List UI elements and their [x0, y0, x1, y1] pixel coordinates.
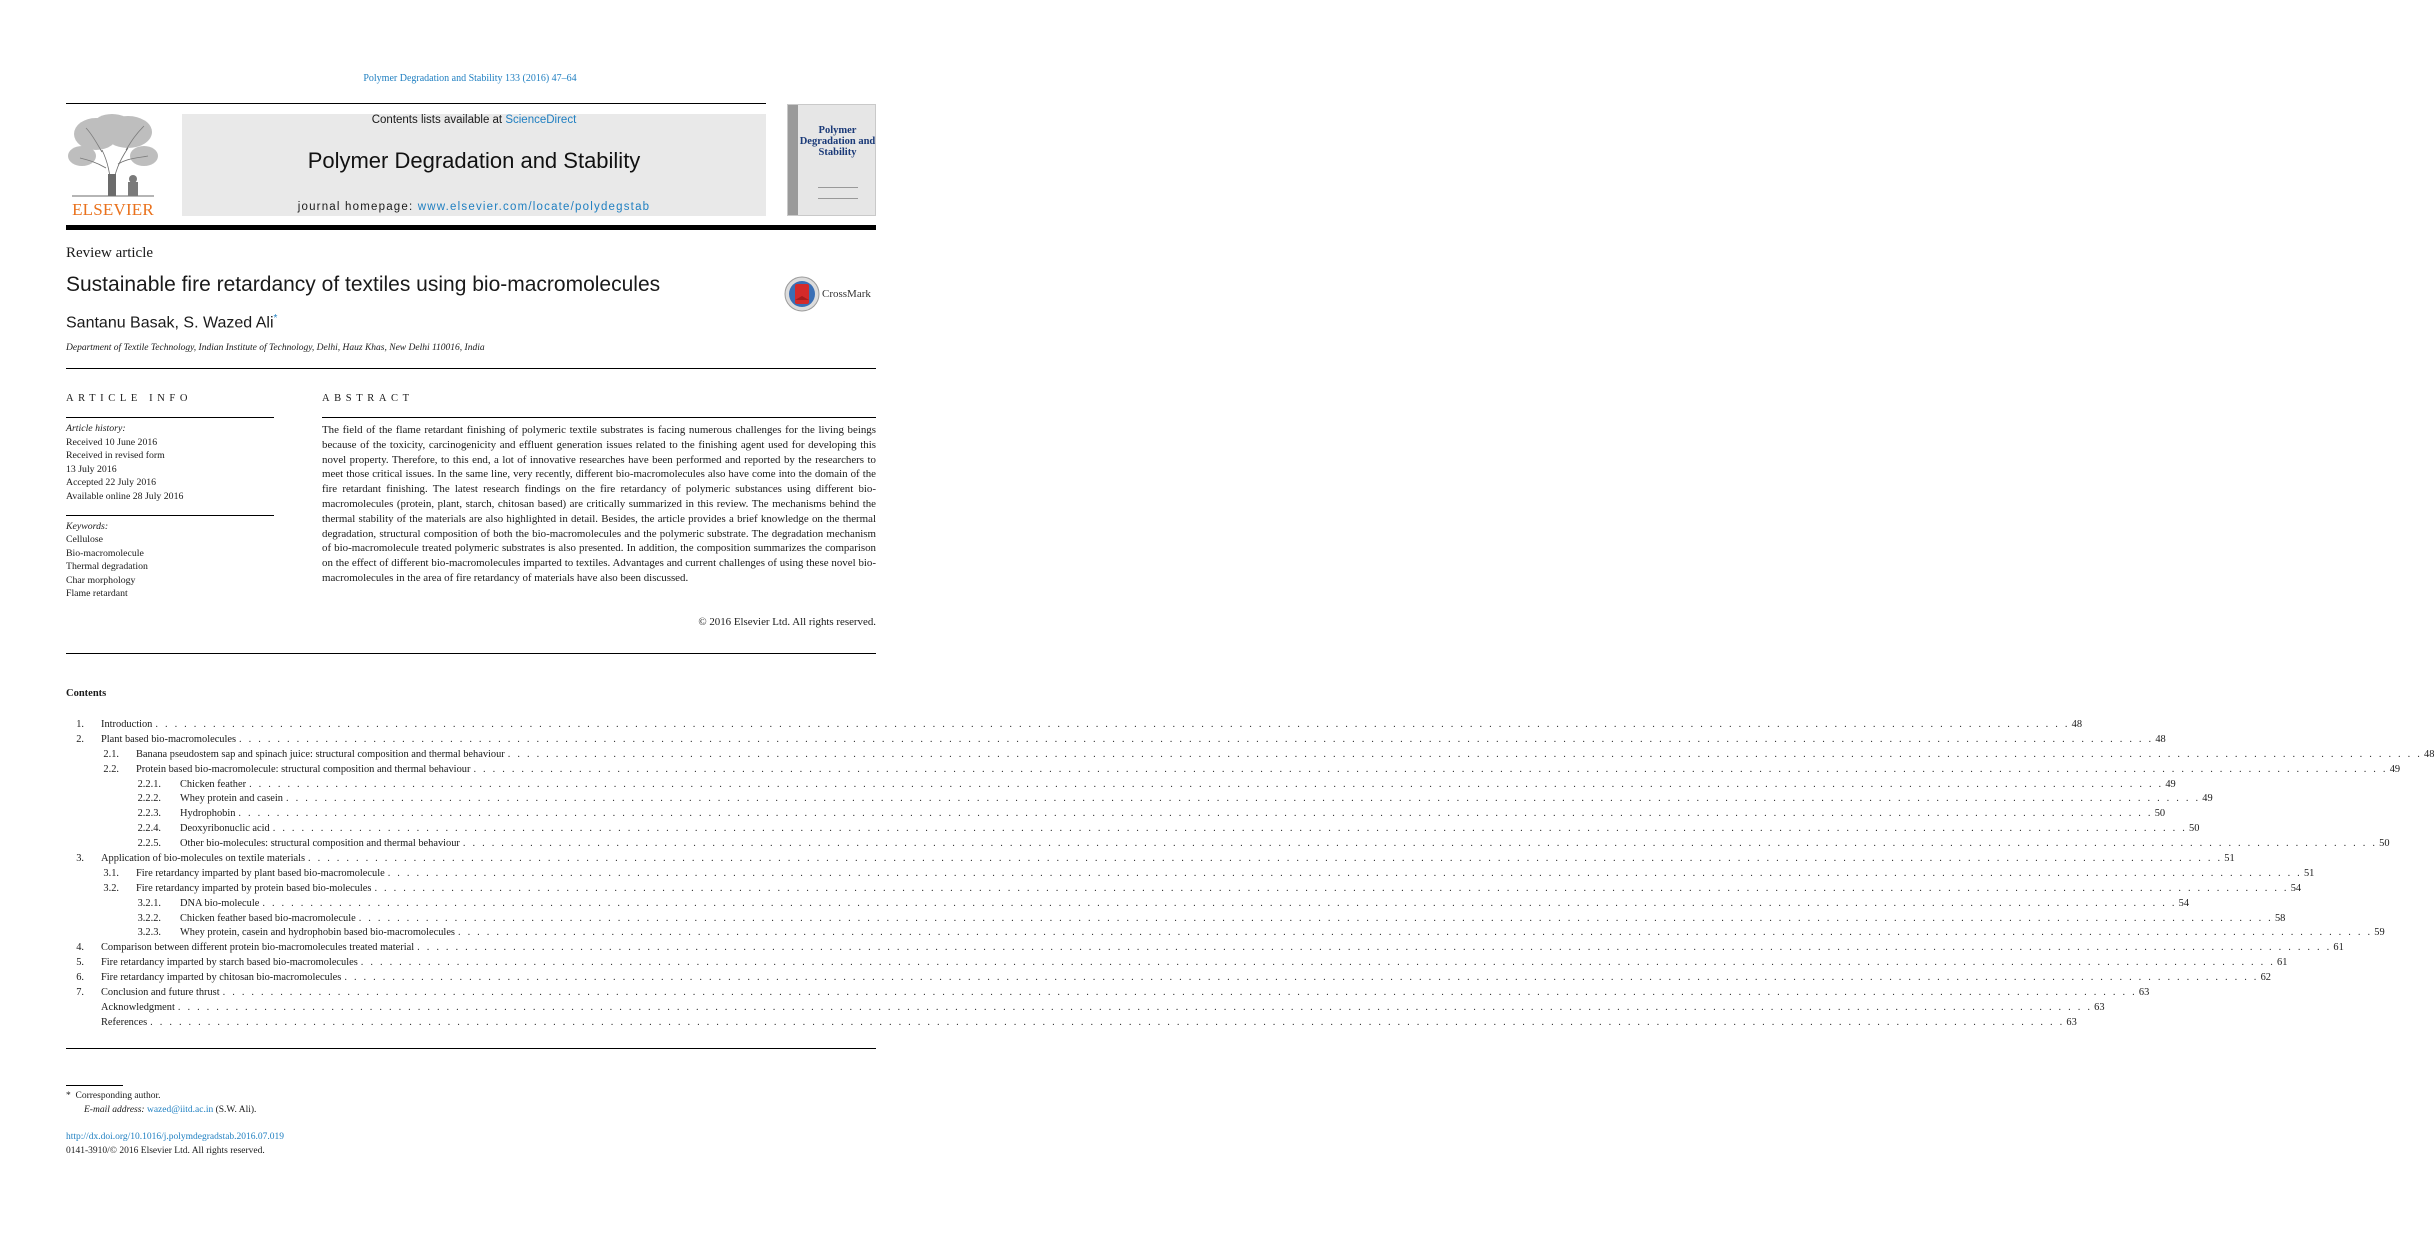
- toc-number: 4.: [76, 942, 84, 954]
- toc-leader-dots: . . . . . . . . . . . . . . . . . . . . . . . . . . . . . . . . . . . . . . . . . . . . . . . . . . . . . . . . . . . . . . . . . . . . . . . . . . . . . . . . . . . . . . . . . . . . . . . . . . . . . . . . . . . . . . . . . . . . . . . . . . . . . . . . . . . . . . . . . . . . . . . . . . . . . . . . . . . . . . . . . . . . . . . . . . . . . . . . . . . . . . . . . . . . . . . . . . . . . . . .: [222, 987, 2137, 999]
- toc-number: 2.2.2.: [137, 793, 161, 805]
- sciencedirect-link[interactable]: ScienceDirect: [505, 114, 577, 126]
- doi-link[interactable]: http://dx.doi.org/10.1016/j.polymdegradstab.2016.07.019: [66, 1132, 285, 1142]
- toc-entry[interactable]: [66, 778, 2176, 794]
- abstract-text: The field of the flame retardant finishing of polymeric textile substrates is facing numerous challenges for the living beings because of the toxicity, carcinogenicity and effluent generation issues related to the finishing agent used for developing this novel property. Therefore, to this end, a lot of innovative researches have been performed and reported by the researchers to meet those critical issues. In the same line, very recently, different bio-macromolecules also have come into the domain of the fire retardant finishing. The latest research findings on the fire retardancy of polymeric substances using different bio-macromolecules (protein, plant, starch, chitosan based) are critically summarized in this review. The mechanisms behind the thermal stability of the materials are also highlighted in detail. Besides, the article provides a brief knowledge on the thermal degradation, structural composition of both the bio-macromolecules and the polymeric substrate. The degradation mechanism of bio-macromolecule treated polymeric substrates is also presented. In addition, the composition summarizes the comparison on the effect of different bio-macromolecules imparted to textiles. Advantages and current challenges of using these novel bio-macromolecules in the area of fire retardancy of materials have also been discussed.: [322, 424, 876, 584]
- toc-entry[interactable]: [66, 912, 2286, 928]
- toc-title[interactable]: Chicken feather: [180, 778, 247, 790]
- history-item: Available online 28 July 2016: [66, 490, 184, 502]
- toc-title[interactable]: DNA bio-molecule: [180, 897, 260, 909]
- toc-title[interactable]: Banana pseudostem sap and spinach juice: structural composition and thermal behaviour: [136, 748, 505, 760]
- toc-entry[interactable]: [66, 882, 2302, 898]
- toc-title[interactable]: Hydrophobin: [180, 808, 236, 820]
- toc-title[interactable]: References: [101, 1016, 148, 1028]
- toc-page-number[interactable]: 63: [2094, 1001, 2105, 1013]
- keywords: [66, 520, 274, 600]
- footnote: [66, 1090, 256, 1117]
- toc-page-number[interactable]: 50: [2379, 838, 2390, 850]
- toc-page-number[interactable]: 61: [2277, 957, 2288, 969]
- toc-title[interactable]: Whey protein and casein: [180, 793, 283, 805]
- crossmark-icon: [784, 276, 820, 312]
- toc-page-number[interactable]: 58: [2274, 912, 2286, 924]
- history-label: Article history:: [66, 423, 126, 434]
- toc-number: 5.: [76, 957, 84, 969]
- toc-title[interactable]: Deoxyribonuclic acid: [180, 823, 270, 835]
- toc-entry[interactable]: [66, 957, 2288, 972]
- keyword: Thermal degradation: [66, 561, 148, 573]
- journal-title: Polymer Degradation and Stability: [307, 148, 641, 173]
- toc-title[interactable]: Fire retardancy imparted by starch based bio-macromolecules: [101, 957, 358, 969]
- toc-number: 1.: [76, 719, 84, 730]
- toc-entry[interactable]: [66, 838, 2390, 853]
- article-info-heading: ARTICLE INFO: [66, 393, 193, 404]
- toc-page-number[interactable]: 49: [2202, 793, 2213, 805]
- divider: [66, 653, 876, 654]
- toc-leader-dots: . . . . . . . . . . . . . . . . . . . . . . . . . . . . . . . . . . . . . . . . . . . . . . . . . . . . . . . . . . . . . . . . . . . . . . . . . . . . . . . . . . . . . . . . . . . . . . . . . . . . . . . . . . . . . . . . . . . . . . . . . . . . . . . . . . . . . . . . . . . . . . . . . . . . . . . . . . . . . . . . . . . . . . . . . . . . . . . . . . . . . . . . . . . . . . . . . . . . . . . .: [358, 912, 2273, 924]
- toc-number: 2.2.4.: [137, 823, 161, 835]
- toc-entry[interactable]: [66, 942, 2344, 957]
- toc-number: 2.2.1.: [137, 778, 161, 790]
- corresponding-text: Corresponding author.: [75, 1091, 161, 1101]
- corresponding-author-mark[interactable]: *: [273, 313, 278, 324]
- email-link[interactable]: wazed@iitd.ac.in: [146, 1104, 214, 1115]
- table-of-contents: [66, 719, 2434, 1032]
- keywords-label: Keywords:: [66, 521, 109, 532]
- toc-page-number[interactable]: 48: [2424, 748, 2434, 760]
- keyword: Flame retardant: [66, 588, 128, 600]
- toc-title[interactable]: Chicken feather based bio-macromolecule: [180, 912, 356, 924]
- email-note: [66, 1104, 256, 1118]
- toc-leader-dots: . . . . . . . . . . . . . . . . . . . . . . . . . . . . . . . . . . . . . . . . . . . . . . . . . . . . . . . . . . . . . . . . . . . . . . . . . . . . . . . . . . . . . . . . . . . . . . . . . . . . . . . . . . . . . . . . . . . . . . . . . . . . . . . . . . . . . . . . . . . . . . . . . . . . . . . . . . . . . . . . . . . . . . . . . . . . . . . . . . . . . . . . . . . . . . . . . . . . . . . .: [507, 748, 2423, 760]
- history-item: Received 10 June 2016: [66, 436, 158, 448]
- toc-number: 2.: [76, 733, 84, 745]
- toc-title[interactable]: Comparison between different protein bio-macromolecules treated material: [101, 942, 415, 954]
- affiliation: Department of Textile Technology, Indian Institute of Technology, Delhi, Hauz Khas, New Delhi 110016, India: [66, 343, 485, 353]
- keyword: Cellulose: [66, 534, 104, 546]
- contents-heading: Contents: [66, 688, 107, 699]
- cover-title: Polymer Degradation and Stability: [799, 125, 876, 158]
- history-item: 13 July 2016: [66, 463, 117, 475]
- toc-number: 3.2.1.: [137, 897, 161, 909]
- toc-leader-dots: . . . . . . . . . . . . . . . . . . . . . . . . . . . . . . . . . . . . . . . . . . . . . . . . . . . . . . . . . . . . . . . . . . . . . . . . . . . . . . . . . . . . . . . . . . . . . . . . . . . . . . . . . . . . . . . . . . . . . . . . . . . . . . . . . . . . . . . . . . . . . . . . . . . . . . . . . . . . . . . . . . . . . . . . . . . . . . . . . . . . . . . . . . . . . . . . . . . . . . . .: [286, 793, 2201, 805]
- toc-page-number[interactable]: 49: [2389, 763, 2401, 775]
- toc-entry[interactable]: [66, 987, 2150, 1002]
- journal-banner: [182, 114, 766, 216]
- toc-page-number[interactable]: 49: [2165, 778, 2176, 790]
- toc-title[interactable]: Acknowledgment: [101, 1001, 175, 1013]
- toc-entry[interactable]: [66, 733, 2166, 749]
- toc-leader-dots: . . . . . . . . . . . . . . . . . . . . . . . . . . . . . . . . . . . . . . . . . . . . . . . . . . . . . . . . . . . . . . . . . . . . . . . . . . . . . . . . . . . . . . . . . . . . . . . . . . . . . . . . . . . . . . . . . . . . . . . . . . . . . . . . . . . . . . . . . . . . . . . . . . . . . . . . . . . . . . . . . . . . . . . . . . . . . . . . . . . . . . . . . . . . . . . . . . . . . . . .: [150, 1016, 2065, 1028]
- abstract-heading: ABSTRACT: [322, 393, 414, 404]
- toc-page-number[interactable]: 48: [2155, 733, 2166, 745]
- divider: [66, 368, 876, 369]
- toc-number: 6.: [76, 972, 84, 984]
- corresponding-note: [66, 1090, 256, 1104]
- article-title: Sustainable fire retardancy of textiles using bio-macromolecules: [66, 273, 661, 296]
- toc-number: 3.2.: [103, 882, 119, 894]
- cover-decoration: [818, 187, 858, 199]
- toc-entry[interactable]: [66, 823, 2200, 838]
- toc-leader-dots: . . . . . . . . . . . . . . . . . . . . . . . . . . . . . . . . . . . . . . . . . . . . . . . . . . . . . . . . . . . . . . . . . . . . . . . . . . . . . . . . . . . . . . . . . . . . . . . . . . . . . . . . . . . . . . . . . . . . . . . . . . . . . . . . . . . . . . . . . . . . . . . . . . . . . . . . . . . . . . . . . . . . . . . . . . . . . . . . . . . . . . . . . . . . . . . . . . . . . . . .: [272, 823, 2187, 835]
- toc-title[interactable]: Fire retardancy imparted by protein based bio-molecules: [136, 882, 372, 894]
- toc-leader-dots: . . . . . . . . . . . . . . . . . . . . . . . . . . . . . . . . . . . . . . . . . . . . . . . . . . . . . . . . . . . . . . . . . . . . . . . . . . . . . . . . . . . . . . . . . . . . . . . . . . . . . . . . . . . . . . . . . . . . . . . . . . . . . . . . . . . . . . . . . . . . . . . . . . . . . . . . . . . . . . . . . . . . . . . . . . . . . . . . . . . . . . . . . . . . . . . . . . . . . . . .: [360, 957, 2276, 969]
- toc-leader-dots: . . . . . . . . . . . . . . . . . . . . . . . . . . . . . . . . . . . . . . . . . . . . . . . . . . . . . . . . . . . . . . . . . . . . . . . . . . . . . . . . . . . . . . . . . . . . . . . . . . . . . . . . . . . . . . . . . . . . . . . . . . . . . . . . . . . . . . . . . . . . . . . . . . . . . . . . . . . . . . . . . . . . . . . . . . . . . . . . . . . . . . . . . . . . . . . . . . . . . . . .: [249, 778, 2164, 790]
- toc-number: 2.2.3.: [137, 808, 161, 820]
- toc-number: 2.2.5.: [137, 838, 161, 850]
- issn-line: 0141-3910/© 2016 Elsevier Ltd. All rights reserved.: [66, 1145, 265, 1156]
- toc-leader-dots: . . . . . . . . . . . . . . . . . . . . . . . . . . . . . . . . . . . . . . . . . . . . . . . . . . . . . . . . . . . . . . . . . . . . . . . . . . . . . . . . . . . . . . . . . . . . . . . . . . . . . . . . . . . . . . . . . . . . . . . . . . . . . . . . . . . . . . . . . . . . . . . . . . . . . . . . . . . . . . . . . . . . . . . . . . . . . . . . . . . . . . . . . . . . . . . . . . . . . . . .: [344, 972, 2259, 984]
- journal-cover-thumbnail: [787, 104, 876, 216]
- toc-page-number[interactable]: 54: [2178, 897, 2190, 909]
- email-suffix: (S.W. Ali).: [213, 1104, 257, 1115]
- toc-number: 7.: [76, 987, 84, 999]
- toc-title[interactable]: Protein based bio-macromolecule: structural composition and thermal behaviour: [136, 763, 471, 775]
- journal-citation-link[interactable]: Polymer Degradation and Stability 133 (2016) 47–64: [363, 73, 577, 84]
- toc-leader-dots: . . . . . . . . . . . . . . . . . . . . . . . . . . . . . . . . . . . . . . . . . . . . . . . . . . . . . . . . . . . . . . . . . . . . . . . . . . . . . . . . . . . . . . . . . . . . . . . . . . . . . . . . . . . . . . . . . . . . . . . . . . . . . . . . . . . . . . . . . . . . . . . . . . . . . . . . . . . . . . . . . . . . . . . . . . . . . . . . . . . . . . . . . . . . . . . . . . . . . . . .: [262, 897, 2177, 909]
- toc-title[interactable]: Application of bio-molecules on textile materials: [101, 853, 306, 865]
- contents-availability: [182, 114, 766, 126]
- cover-spine: [788, 105, 798, 215]
- divider: [66, 515, 274, 516]
- toc-leader-dots: . . . . . . . . . . . . . . . . . . . . . . . . . . . . . . . . . . . . . . . . . . . . . . . . . . . . . . . . . . . . . . . . . . . . . . . . . . . . . . . . . . . . . . . . . . . . . . . . . . . . . . . . . . . . . . . . . . . . . . . . . . . . . . . . . . . . . . . . . . . . . . . . . . . . . . . . . . . . . . . . . . . . . . . . . . . . . . . . . . . . . . . . . . . . . . . . . . . . . . . .: [177, 1001, 2093, 1013]
- toc-entry[interactable]: [66, 719, 2083, 734]
- toc-entry[interactable]: [66, 808, 2166, 823]
- toc-page-number[interactable]: 50: [2154, 808, 2166, 820]
- divider: [66, 1048, 876, 1049]
- toc-leader-dots: . . . . . . . . . . . . . . . . . . . . . . . . . . . . . . . . . . . . . . . . . . . . . . . . . . . . . . . . . . . . . . . . . . . . . . . . . . . . . . . . . . . . . . . . . . . . . . . . . . . . . . . . . . . . . . . . . . . . . . . . . . . . . . . . . . . . . . . . . . . . . . . . . . . . . . . . . . . . . . . . . . . . . . . . . . . . . . . . . . . . . . . . . . . . . . . . . . . . . . . .: [374, 882, 2289, 894]
- toc-entry[interactable]: [66, 927, 2385, 942]
- toc-title[interactable]: Introduction: [101, 719, 153, 730]
- article-history: [66, 422, 274, 503]
- toc-leader-dots: . . . . . . . . . . . . . . . . . . . . . . . . . . . . . . . . . . . . . . . . . . . . . . . . . . . . . . . . . . . . . . . . . . . . . . . . . . . . . . . . . . . . . . . . . . . . . . . . . . . . . . . . . . . . . . . . . . . . . . . . . . . . . . . . . . . . . . . . . . . . . . . . . . . . . . . . . . . . . . . . . . . . . . . . . . . . . . . . . . . . . . . . . . . . . . . . . . . . . . . .: [457, 927, 2373, 939]
- toc-entry[interactable]: [66, 793, 2213, 808]
- toc-leader-dots: . . . . . . . . . . . . . . . . . . . . . . . . . . . . . . . . . . . . . . . . . . . . . . . . . . . . . . . . . . . . . . . . . . . . . . . . . . . . . . . . . . . . . . . . . . . . . . . . . . . . . . . . . . . . . . . . . . . . . . . . . . . . . . . . . . . . . . . . . . . . . . . . . . . . . . . . . . . . . . . . . . . . . . . . . . . . . . . . . . . . . . . . . . . . . . . . . . . . . . . .: [238, 808, 2153, 820]
- header-divider: [66, 103, 766, 104]
- toc-page-number[interactable]: 51: [2303, 867, 2315, 879]
- toc-title[interactable]: Plant based bio-macromolecules: [101, 733, 237, 745]
- contents-prefix: Contents lists available at: [371, 114, 506, 126]
- toc-page-number[interactable]: 62: [2260, 972, 2271, 984]
- doi-block: [66, 1131, 284, 1158]
- toc-page-number[interactable]: 63: [2138, 987, 2150, 999]
- toc-page-number[interactable]: 50: [2189, 823, 2200, 835]
- toc-title[interactable]: Conclusion and future thrust: [101, 987, 220, 999]
- toc-entry[interactable]: [66, 897, 2190, 913]
- author-list: [66, 313, 277, 332]
- crossmark-label: CrossMark: [822, 288, 871, 300]
- elsevier-wordmark: ELSEVIER: [72, 200, 154, 219]
- email-label: E-mail address:: [84, 1104, 147, 1115]
- history-item: Received in revised form: [66, 450, 165, 461]
- footnote-rule: [66, 1085, 123, 1086]
- toc-entry[interactable]: [66, 867, 2315, 883]
- toc-leader-dots: . . . . . . . . . . . . . . . . . . . . . . . . . . . . . . . . . . . . . . . . . . . . . . . . . . . . . . . . . . . . . . . . . . . . . . . . . . . . . . . . . . . . . . . . . . . . . . . . . . . . . . . . . . . . . . . . . . . . . . . . . . . . . . . . . . . . . . . . . . . . . . . . . . . . . . . . . . . . . . . . . . . . . . . . . . . . . . . . . . . . . . . . . . . . . . . . . . . . . . . .: [417, 942, 2332, 954]
- toc-number: 3.2.2.: [137, 912, 161, 924]
- homepage-link[interactable]: www.elsevier.com/locate/polydegstab: [417, 201, 651, 213]
- toc-number: 3.1.: [103, 867, 119, 879]
- toc-page-number[interactable]: 61: [2333, 942, 2344, 954]
- crossmark-button[interactable]: [784, 276, 879, 314]
- toc-number: 2.1.: [103, 748, 119, 760]
- toc-entry[interactable]: [66, 972, 2271, 987]
- toc-title[interactable]: Fire retardancy imparted by plant based bio-macromolecule: [136, 867, 385, 879]
- article-type: Review article: [66, 245, 154, 261]
- toc-leader-dots: . . . . . . . . . . . . . . . . . . . . . . . . . . . . . . . . . . . . . . . . . . . . . . . . . . . . . . . . . . . . . . . . . . . . . . . . . . . . . . . . . . . . . . . . . . . . . . . . . . . . . . . . . . . . . . . . . . . . . . . . . . . . . . . . . . . . . . . . . . . . . . . . . . . . . . . . . . . . . . . . . . . . . . . . . . . . . . . . . . . . . . . . . . . . . . . . . . . . . . . .: [308, 853, 2223, 865]
- toc-title[interactable]: Fire retardancy imparted by chitosan bio-macromolecules: [101, 972, 342, 984]
- toc-page-number[interactable]: 48: [2071, 719, 2083, 730]
- toc-page-number[interactable]: 59: [2374, 927, 2385, 939]
- toc-leader-dots: . . . . . . . . . . . . . . . . . . . . . . . . . . . . . . . . . . . . . . . . . . . . . . . . . . . . . . . . . . . . . . . . . . . . . . . . . . . . . . . . . . . . . . . . . . . . . . . . . . . . . . . . . . . . . . . . . . . . . . . . . . . . . . . . . . . . . . . . . . . . . . . . . . . . . . . . . . . . . . . . . . . . . . . . . . . . . . . . . . . . . . . . . . . . . . . . . . . . . . . .: [473, 763, 2388, 775]
- abstract-copyright: © 2016 Elsevier Ltd. All rights reserved.: [698, 616, 876, 628]
- history-item: Accepted 22 July 2016: [66, 477, 157, 488]
- divider: [66, 417, 274, 418]
- homepage-prefix: journal homepage:: [297, 201, 418, 213]
- toc-number: 2.2.: [103, 763, 119, 775]
- toc-entry[interactable]: [66, 763, 2401, 779]
- toc-leader-dots: . . . . . . . . . . . . . . . . . . . . . . . . . . . . . . . . . . . . . . . . . . . . . . . . . . . . . . . . . . . . . . . . . . . . . . . . . . . . . . . . . . . . . . . . . . . . . . . . . . . . . . . . . . . . . . . . . . . . . . . . . . . . . . . . . . . . . . . . . . . . . . . . . . . . . . . . . . . . . . . . . . . . . . . . . . . . . . . . . . . . . . . . . . . . . . . . . . . . . . . .: [462, 838, 2378, 850]
- toc-number: 3.: [76, 853, 84, 865]
- toc-leader-dots: . . . . . . . . . . . . . . . . . . . . . . . . . . . . . . . . . . . . . . . . . . . . . . . . . . . . . . . . . . . . . . . . . . . . . . . . . . . . . . . . . . . . . . . . . . . . . . . . . . . . . . . . . . . . . . . . . . . . . . . . . . . . . . . . . . . . . . . . . . . . . . . . . . . . . . . . . . . . . . . . . . . . . . . . . . . . . . . . . . . . . . . . . . . . . . . . . . . . . . . .: [387, 867, 2302, 879]
- toc-page-number[interactable]: 63: [2066, 1016, 2077, 1028]
- keyword: Bio-macromolecule: [66, 547, 144, 559]
- toc-entry[interactable]: [66, 853, 2235, 868]
- header-thick-rule: [66, 225, 876, 230]
- toc-entry[interactable]: [66, 1001, 2105, 1017]
- journal-homepage: [182, 201, 766, 213]
- toc-page-number[interactable]: 54: [2290, 882, 2302, 894]
- authors-text: Santanu Basak, S. Wazed Ali: [66, 314, 274, 332]
- toc-title[interactable]: Other bio-molecules: structural composition and thermal behaviour: [180, 838, 460, 850]
- toc-leader-dots: . . . . . . . . . . . . . . . . . . . . . . . . . . . . . . . . . . . . . . . . . . . . . . . . . . . . . . . . . . . . . . . . . . . . . . . . . . . . . . . . . . . . . . . . . . . . . . . . . . . . . . . . . . . . . . . . . . . . . . . . . . . . . . . . . . . . . . . . . . . . . . . . . . . . . . . . . . . . . . . . . . . . . . . . . . . . . . . . . . . . . . . . . . . . . . . . . . . . . . . .: [155, 719, 2070, 730]
- toc-entry[interactable]: [66, 1016, 2077, 1032]
- toc-page-number[interactable]: 51: [2224, 853, 2235, 865]
- toc-number: 3.2.3.: [137, 927, 161, 939]
- divider: [322, 417, 876, 418]
- footnote-mark: *: [66, 1091, 71, 1101]
- keyword: Char morphology: [66, 574, 136, 586]
- toc-entry[interactable]: [66, 748, 2434, 764]
- toc-leader-dots: . . . . . . . . . . . . . . . . . . . . . . . . . . . . . . . . . . . . . . . . . . . . . . . . . . . . . . . . . . . . . . . . . . . . . . . . . . . . . . . . . . . . . . . . . . . . . . . . . . . . . . . . . . . . . . . . . . . . . . . . . . . . . . . . . . . . . . . . . . . . . . . . . . . . . . . . . . . . . . . . . . . . . . . . . . . . . . . . . . . . . . . . . . . . . . . . . . . . . . . .: [239, 733, 2154, 745]
- toc-title[interactable]: Whey protein, casein and hydrophobin based bio-macromolecules: [180, 927, 455, 939]
